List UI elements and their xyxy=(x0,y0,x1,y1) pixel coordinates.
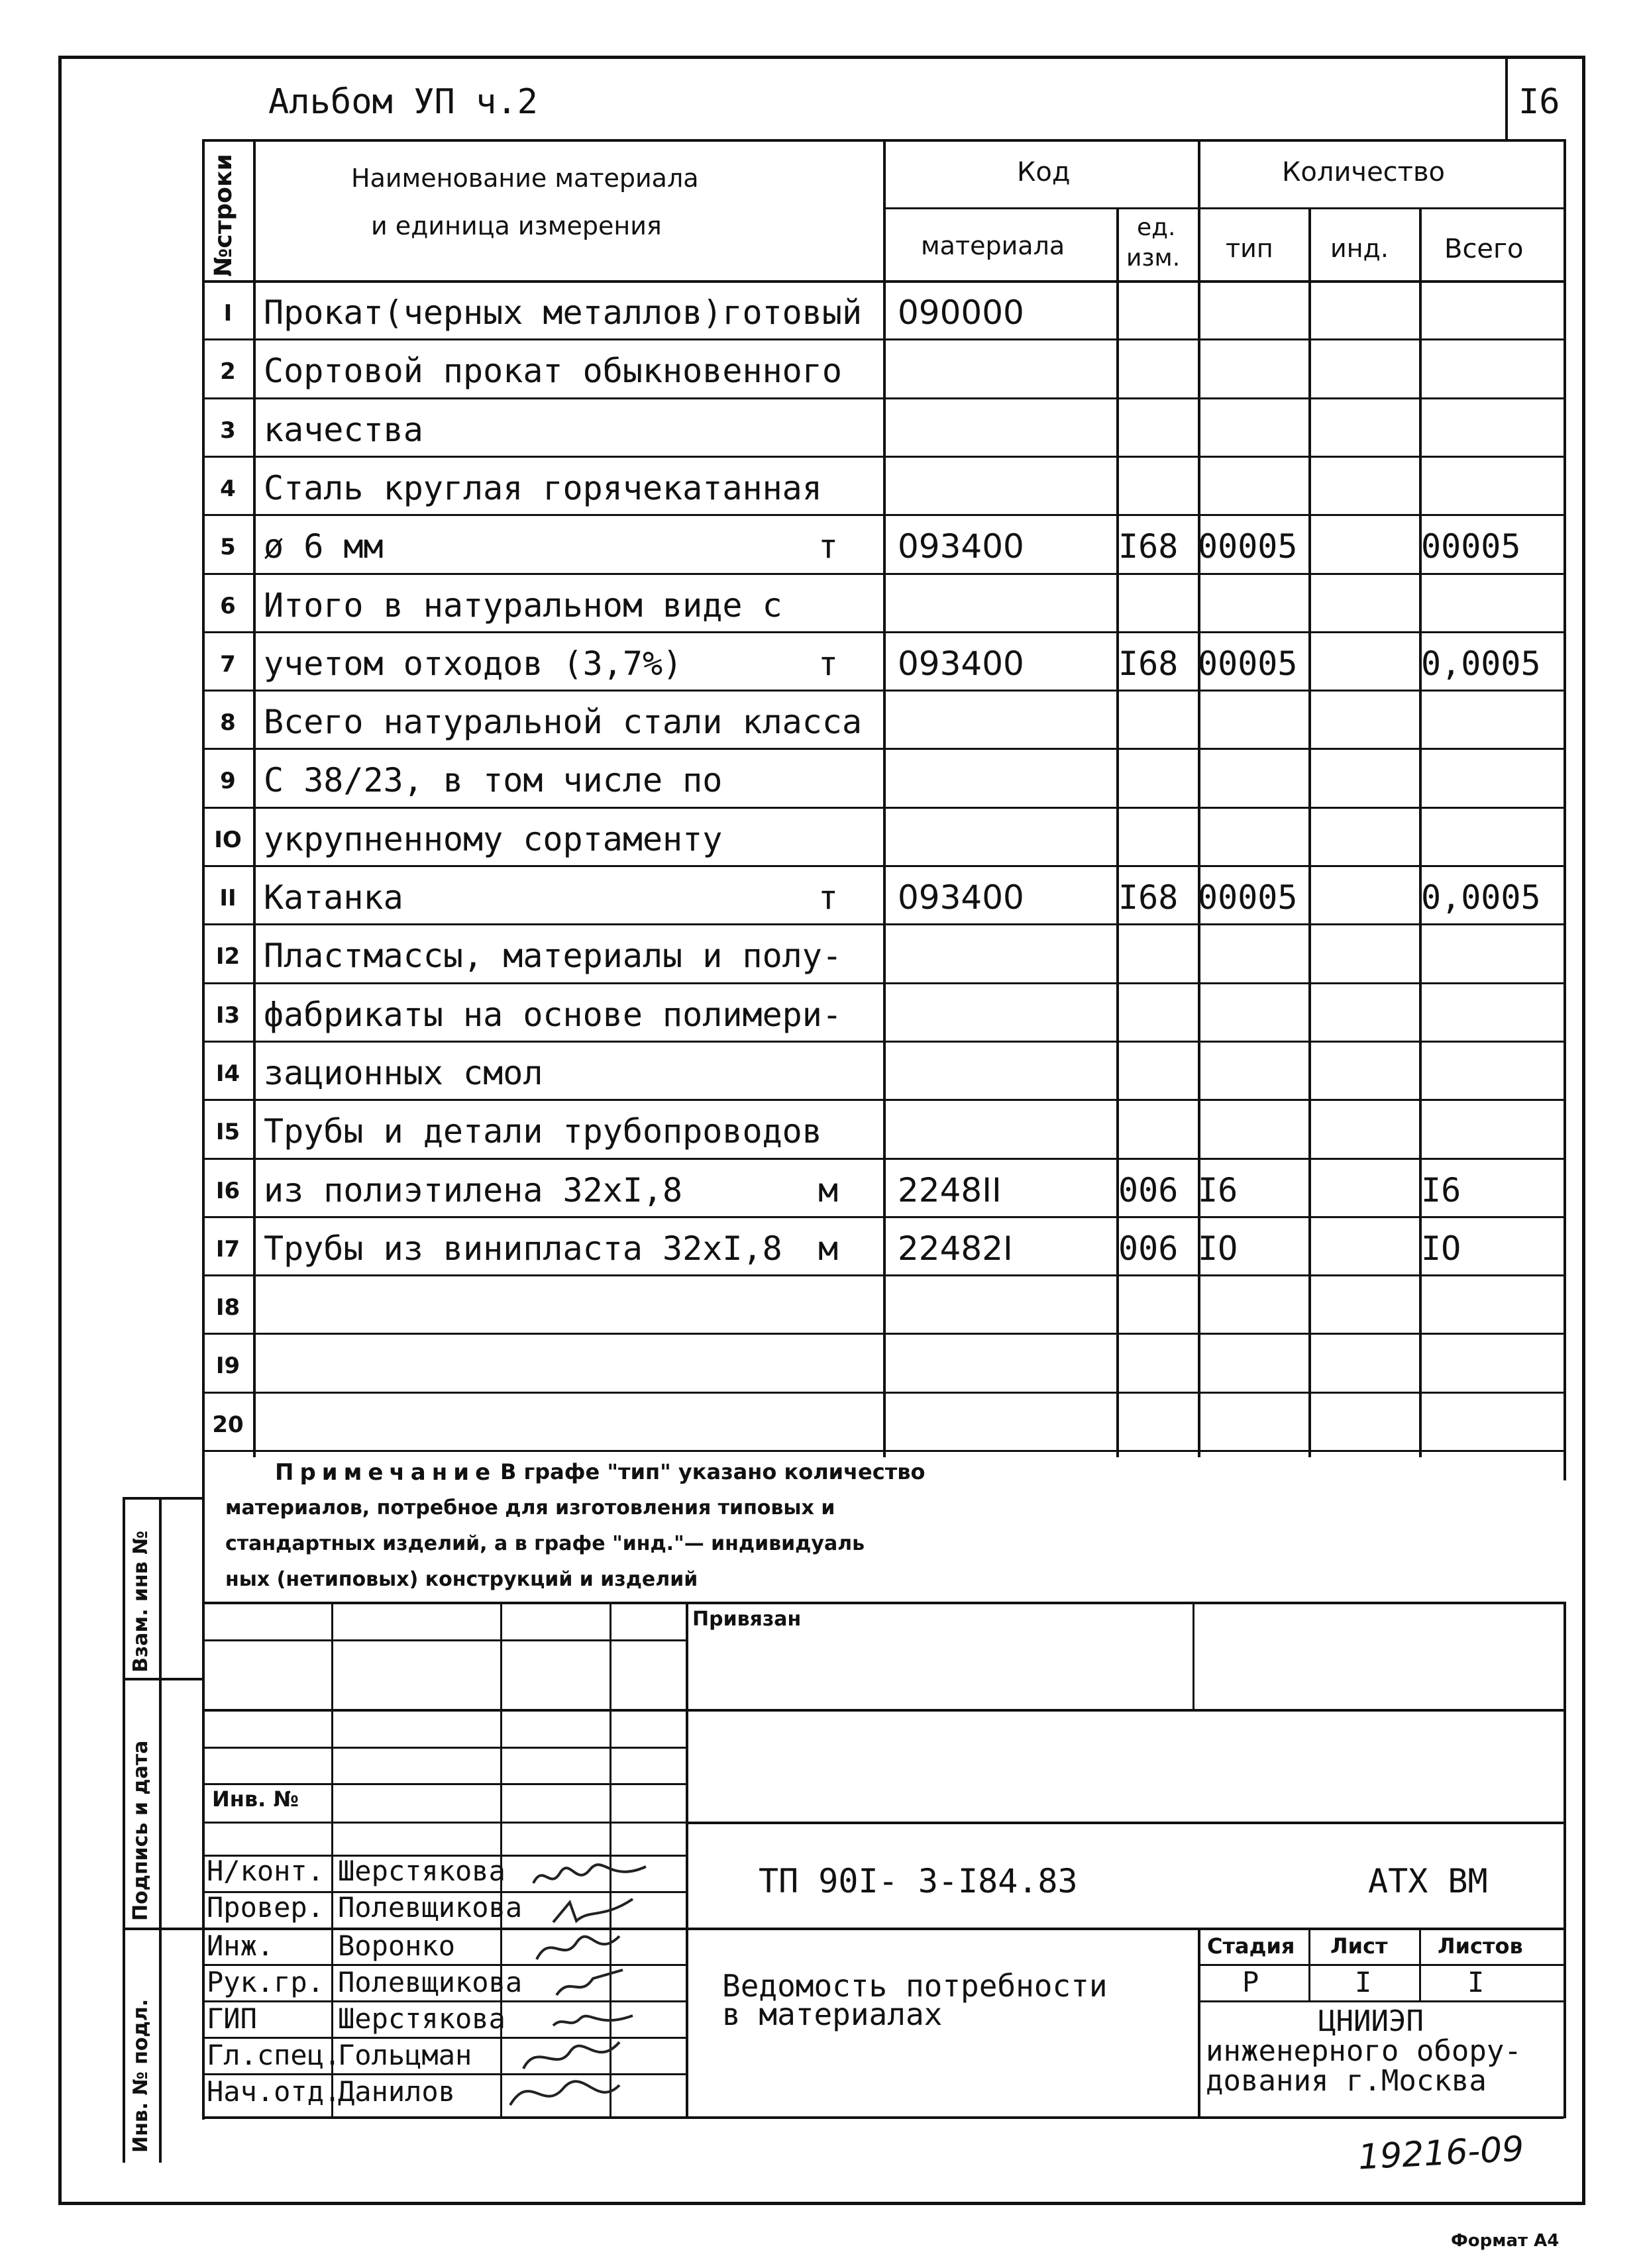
quantity-type: I6 xyxy=(1198,1170,1238,1210)
note-title: Примечание xyxy=(275,1459,497,1486)
row-number: I7 xyxy=(215,1235,240,1263)
quantity-total: 0,0005 xyxy=(1421,878,1541,917)
material-name: учетом отходов (3,7%) xyxy=(264,644,683,683)
code-material-header: материала xyxy=(921,231,1065,260)
unit-code: I68 xyxy=(1118,644,1179,683)
unit-letter: т xyxy=(818,527,839,566)
unit-code: I68 xyxy=(1118,878,1179,917)
quantity-type: 00005 xyxy=(1198,644,1298,683)
material-code: 090000 xyxy=(898,293,1024,332)
stamp-person-name: Шерстякова xyxy=(338,2002,505,2035)
material-code: 093400 xyxy=(898,527,1024,566)
material-name: качества xyxy=(264,410,423,449)
side-label-vzam: Взам. инв № xyxy=(129,1530,152,1673)
row-number: 7 xyxy=(220,650,236,678)
row-number: I4 xyxy=(215,1060,240,1087)
org-line3: дования г.Москва xyxy=(1206,2064,1487,2098)
row-number: 9 xyxy=(220,768,236,795)
row-number: 5 xyxy=(220,534,236,561)
material-name: зационных смол xyxy=(264,1053,543,1092)
quantity-type: 00005 xyxy=(1198,527,1298,566)
quantity-total: IO xyxy=(1421,1229,1461,1268)
org-line1: ЦНИИЭП xyxy=(1318,2004,1424,2038)
document-mark: АТХ ВМ xyxy=(1368,1862,1488,1900)
stamp-role: Гл.спец. xyxy=(207,2039,341,2071)
signature-nach-otd xyxy=(504,2072,623,2115)
row-number: I3 xyxy=(215,1002,240,1029)
material-name: Итого в натуральном виде с xyxy=(264,586,782,625)
signature-prover xyxy=(550,1896,636,1929)
album-title: Альбом УП ч.2 xyxy=(268,82,538,122)
material-name: из полиэтилена 32хI,8 xyxy=(264,1170,683,1210)
note-line1: В графе "тип" указано количество xyxy=(500,1459,926,1484)
quantity-type: IO xyxy=(1198,1229,1238,1268)
org-line2: инженерного обору- xyxy=(1206,2034,1522,2068)
sheet-value: I xyxy=(1355,1966,1372,1998)
inv-number-label: Инв. № xyxy=(212,1786,299,1812)
row-number: 3 xyxy=(220,417,236,444)
stamp-person-name: Воронко xyxy=(338,1930,456,1962)
material-code: 093400 xyxy=(898,878,1024,917)
row-number: 6 xyxy=(220,592,236,619)
signature-gip xyxy=(550,2006,636,2036)
code-header: Код xyxy=(1017,157,1071,187)
unit-letter: т xyxy=(818,878,839,917)
note-line4: ных (нетиповых) конструкций и изделий xyxy=(225,1568,698,1591)
document-title-line2: в материалах xyxy=(722,1996,943,2032)
material-name: Сортовой прокат обыкновенного xyxy=(264,352,842,391)
unit-code: 006 xyxy=(1118,1170,1179,1210)
material-code: 093400 xyxy=(898,644,1024,683)
stamp-role: Инж. xyxy=(207,1930,274,1962)
signature-gl-spec xyxy=(517,2039,623,2075)
material-code: 2248II xyxy=(898,1170,1002,1210)
note-line2: материалов, потребное для изготовления типовых и xyxy=(225,1496,835,1520)
row-number: I9 xyxy=(215,1353,240,1380)
signature-ruk-gr xyxy=(553,1969,626,2002)
total-header: Всего xyxy=(1444,234,1524,264)
row-number: 20 xyxy=(212,1411,244,1438)
material-name: Всего натуральной стали класса xyxy=(264,703,863,742)
stamp-role: Нач.отд. xyxy=(207,2075,341,2108)
stamp-role: Провер. xyxy=(207,1891,325,1924)
material-name: ø 6 мм xyxy=(264,527,384,566)
document-code: ТП 90I- 3-I84.83 xyxy=(759,1862,1078,1900)
note-line3: стандартных изделий, а в графе "инд."— индивидуаль xyxy=(225,1532,865,1555)
unit-code: 006 xyxy=(1118,1229,1179,1268)
name-header-line2: и единица измерения xyxy=(371,211,662,240)
quantity-header: Количество xyxy=(1282,157,1446,187)
page-number: I6 xyxy=(1518,82,1560,122)
stamp-person-name: Гольцман xyxy=(338,2039,472,2071)
material-name: фабрикаты на основе полимери- xyxy=(264,995,842,1034)
privyazan-label: Привязан xyxy=(692,1608,802,1631)
name-header-line1: Наименование материала xyxy=(351,164,699,193)
material-name: Пластмассы, материалы и полу- xyxy=(264,937,842,976)
signature-inzh xyxy=(530,1933,623,1966)
row-number: 8 xyxy=(220,709,236,737)
stamp-role: ГИП xyxy=(207,2002,257,2035)
sheets-label: Листов xyxy=(1438,1933,1523,1959)
stamp-person-name: Данилов xyxy=(338,2075,456,2108)
format-label: Формат А4 xyxy=(1451,2231,1560,2251)
row-number: I6 xyxy=(215,1177,240,1204)
unit-letter: м xyxy=(818,1170,839,1210)
quantity-total: 0,0005 xyxy=(1421,644,1541,683)
row-number: IO xyxy=(214,826,242,853)
sheets-value: I xyxy=(1467,1966,1485,1998)
material-name: Катанка xyxy=(264,878,403,917)
row-number: II xyxy=(219,885,237,911)
stage-value: Р xyxy=(1242,1966,1259,1998)
stamp-person-name: Шерстякова xyxy=(338,1855,505,1887)
material-name: Трубы и детали трубопроводов xyxy=(264,1112,822,1151)
quantity-total: I6 xyxy=(1421,1170,1461,1210)
row-number: I5 xyxy=(215,1119,240,1146)
material-name: укрупненному сортаменту xyxy=(264,819,723,858)
quantity-total: 00005 xyxy=(1421,527,1521,566)
unit-letter: т xyxy=(818,644,839,683)
row-number: I8 xyxy=(215,1294,240,1321)
type-header: тип xyxy=(1226,234,1273,263)
row-number-header: №строки xyxy=(210,154,237,277)
row-number: I xyxy=(223,300,233,327)
row-number: 2 xyxy=(220,358,236,386)
unit-code: I68 xyxy=(1118,527,1179,566)
ind-header: инд. xyxy=(1330,234,1389,263)
quantity-type: 00005 xyxy=(1198,878,1298,917)
stamp-role: Н/конт. xyxy=(207,1855,325,1887)
handwritten-archive-number: 19216-09 xyxy=(1357,2129,1525,2178)
material-code: 22482I xyxy=(898,1229,1013,1268)
material-name: Трубы из винипласта 32хI,8 xyxy=(264,1229,782,1268)
material-name: Прокат(черных металлов)готовый xyxy=(264,293,863,332)
stamp-person-name: Полевщикова xyxy=(338,1891,523,1924)
row-number: I2 xyxy=(215,943,240,970)
unit-header-line1: ед. xyxy=(1137,214,1176,241)
signature-nkont xyxy=(530,1860,649,1893)
row-number: 4 xyxy=(220,475,236,502)
document-title-line1: Ведомость потребности xyxy=(722,1968,1108,2004)
side-label-podpis: Подпись и дата xyxy=(129,1740,152,1921)
sheet-label: Лист xyxy=(1330,1933,1388,1959)
material-name: С 38/23, в том числе по xyxy=(264,761,723,800)
side-label-inv-podl: Инв. № подл. xyxy=(129,1998,152,2153)
stamp-role: Рук.гр. xyxy=(207,1966,325,1998)
stamp-person-name: Полевщикова xyxy=(338,1966,523,1998)
material-name: Сталь круглая горячекатанная xyxy=(264,468,822,507)
unit-letter: м xyxy=(818,1229,839,1268)
stage-label: Стадия xyxy=(1207,1933,1295,1959)
unit-header-line2: изм. xyxy=(1126,244,1181,272)
